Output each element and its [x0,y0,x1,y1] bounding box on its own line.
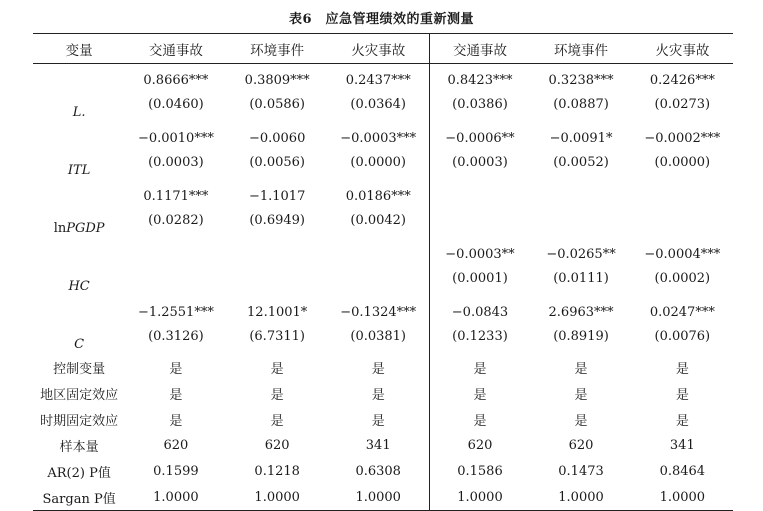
se-cell: (0.0056) [249,154,305,170]
variable-name: ITL [67,163,91,178]
se-cell: (0.0076) [654,328,711,344]
value-cell: 是 [675,413,689,429]
column-header: 环境事件 [530,34,631,64]
coef-cell [632,180,733,206]
coef-cell: 0.3238*** [548,73,614,88]
column-header: 交通事故 [125,34,226,64]
se-cell [632,206,733,238]
se-cell [125,264,226,296]
se-cell: (0.0460) [148,96,204,112]
se-row [33,264,733,296]
row-label: 地区固定效应 [40,387,119,403]
table-row [33,354,733,380]
value-cell: 是 [675,361,689,377]
value-cell: 341 [365,437,391,453]
se-cell [328,264,429,296]
value-cell: 是 [429,406,530,432]
variable-name: lnPGDP [53,221,105,236]
table-row [33,484,733,511]
coef-cell: 0.0247*** [649,305,715,320]
value-cell: 是 [574,387,588,403]
coef-cell [429,180,530,206]
coef-cell: 2.6963*** [548,305,614,320]
column-header: 变量 [33,34,125,64]
value-cell: 1.0000 [328,484,429,511]
value-cell: 0.1218 [254,463,300,479]
value-cell: 是 [371,387,385,403]
coef-cell: −1.1017 [248,189,306,204]
se-cell [227,264,328,296]
coef-cell: −0.0843 [429,296,530,322]
column-header: 火灾事故 [328,34,429,64]
se-cell: (0.3126) [148,328,204,344]
coef-cell: −0.0003** [429,238,530,264]
se-cell: (0.0003) [429,148,530,180]
se-row [33,206,733,238]
table-row [33,406,733,432]
value-cell: 是 [574,361,588,377]
table-row [33,458,733,484]
value-cell: 是 [675,387,689,403]
row-label: Sargan P值 [33,484,125,511]
value-cell: 341 [669,437,695,453]
value-cell: 是 [270,387,284,403]
coef-cell: −0.0004*** [644,247,721,262]
se-cell: (0.6949) [249,212,305,228]
row-label: 时期固定效应 [40,413,119,429]
value-cell: 是 [169,361,183,377]
value-cell: 0.6308 [355,463,401,479]
coef-row [33,180,733,206]
coef-cell: 12.1001* [247,305,308,320]
se-row [33,90,733,122]
se-cell: (0.0386) [429,90,530,122]
coef-cell: −0.0265** [546,247,616,262]
value-cell: 1.0000 [125,484,226,511]
column-header: 环境事件 [227,34,328,64]
value-cell: 1.0000 [632,484,733,511]
table-caption: 表6 应急管理绩效的重新测量 [288,12,475,27]
value-cell: 是 [169,413,183,429]
se-cell: (0.8919) [553,328,609,344]
se-cell: (0.0887) [553,96,609,112]
se-cell: (0.1233) [429,322,530,354]
coef-cell: −0.0060 [248,131,306,146]
coef-cell: −0.0003*** [340,131,417,146]
coef-row [33,296,733,322]
se-cell: (0.0381) [350,328,407,344]
coef-cell: 0.3809*** [244,73,310,88]
coef-row [33,64,733,91]
se-cell: (0.0111) [553,270,609,286]
se-cell: (0.0052) [553,154,609,170]
coef-cell [530,180,631,206]
variable-name: C [74,337,85,352]
column-header: 火灾事故 [632,34,733,64]
coef-cell: −0.1324*** [340,305,417,320]
se-row [33,322,733,354]
coef-row [33,122,733,148]
coef-cell: 0.2426*** [649,73,715,88]
row-label: 控制变量 [53,361,106,377]
coef-cell [125,238,226,264]
variable-name: HC [68,279,90,294]
value-cell: 1.0000 [227,484,328,511]
value-cell: 620 [429,432,530,458]
se-cell: (0.0002) [654,270,711,286]
se-cell: (0.0000) [350,154,407,170]
se-cell: (0.0000) [654,154,711,170]
coef-cell: 0.2437*** [345,73,411,88]
coef-cell: −0.0010*** [137,131,214,146]
value-cell: 是 [371,361,385,377]
coef-cell: −0.0002*** [644,131,721,146]
se-cell: (0.0586) [249,96,305,112]
coef-cell: 0.1171*** [143,189,209,204]
value-cell: 是 [371,413,385,429]
value-cell: 0.1599 [153,463,199,479]
value-cell: 是 [429,354,530,380]
coef-cell: −1.2551*** [137,305,214,320]
coef-row [33,238,733,264]
value-cell: 是 [270,361,284,377]
coef-cell: 0.8666*** [143,73,209,88]
variable-name: L. [72,105,86,120]
value-cell: 1.0000 [429,484,530,511]
se-cell: (0.0001) [429,264,530,296]
row-label: AR(2) P值 [47,465,111,481]
se-cell [429,206,530,238]
value-cell: 是 [574,413,588,429]
value-cell: 1.0000 [530,484,631,511]
value-cell: 是 [270,413,284,429]
value-cell: 620 [264,437,290,453]
coef-cell [227,238,328,264]
value-cell: 是 [169,387,183,403]
coef-cell: −0.0091* [549,131,613,146]
coef-cell: 0.0186*** [345,189,411,204]
value-cell: 620 [568,437,594,453]
se-cell: (0.0003) [148,154,204,170]
value-cell: 620 [163,437,189,453]
table-row [33,432,733,458]
value-cell: 是 [429,380,530,406]
se-cell: (0.0364) [350,96,407,112]
se-cell [530,206,631,238]
se-cell: (0.0042) [350,212,407,228]
se-cell: (6.7311) [249,328,305,344]
column-header: 交通事故 [429,34,530,64]
coef-cell [328,238,429,264]
results-table [33,33,733,511]
table-row [33,380,733,406]
value-cell: 0.1473 [558,463,604,479]
se-cell: (0.0273) [654,96,711,112]
se-row [33,148,733,180]
value-cell: 0.8464 [659,463,706,479]
coef-cell: 0.8423*** [429,64,530,91]
coef-cell: −0.0006** [429,122,530,148]
header-row [33,34,733,64]
row-label: 样本量 [59,439,99,455]
se-cell: (0.0282) [148,212,204,228]
value-cell: 0.1586 [429,458,530,484]
